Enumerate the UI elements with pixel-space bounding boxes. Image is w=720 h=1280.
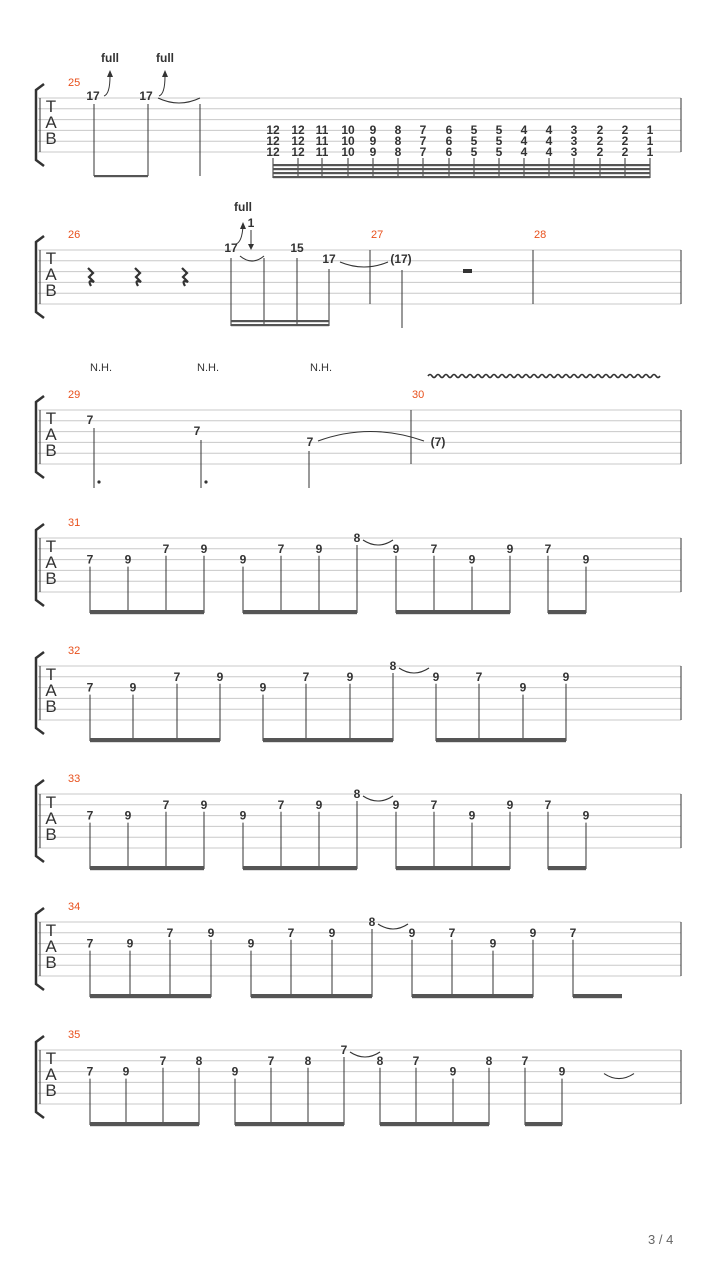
beam: [412, 996, 533, 998]
fret-number: 7: [475, 669, 483, 684]
fret-number: 9: [468, 808, 476, 823]
tab-clef-letter: A: [45, 425, 57, 444]
beam: [548, 610, 586, 612]
tab-clef-letter: B: [45, 1081, 57, 1100]
chord-fret-number: 1: [646, 145, 654, 159]
chord-fret-number: 12: [266, 123, 280, 137]
whole-rest: [463, 269, 472, 273]
chord-fret-number: 5: [470, 134, 478, 148]
fret-number: 7: [86, 552, 94, 567]
fret-number: 7: [86, 413, 94, 427]
release-arrowhead: [248, 244, 254, 250]
chord-fret-number: 11: [315, 123, 329, 137]
tie-arc: [363, 540, 393, 545]
beam: [436, 740, 566, 742]
fret-number: 9: [126, 936, 134, 951]
fret-number: 9: [582, 552, 590, 567]
fret-number: 9: [239, 808, 247, 823]
fret-number: 7: [166, 925, 174, 940]
fret-number: 7: [193, 424, 201, 438]
fret-number: 9: [449, 1064, 457, 1079]
chord-fret-number: 3: [570, 134, 578, 148]
measure-number: 35: [68, 1029, 81, 1041]
chord-fret-number: 12: [266, 145, 280, 159]
tab-clef-letter: A: [45, 681, 57, 700]
fret-number: 9: [122, 1064, 130, 1079]
tab-staff: [36, 236, 681, 318]
chord-fret-number: 1: [646, 123, 654, 137]
bend-label: full: [101, 51, 119, 65]
beam: [90, 868, 204, 870]
fret-number: 9: [216, 669, 224, 684]
fret-number: 7: [159, 1053, 167, 1068]
beam: [548, 612, 586, 614]
measure-number: 30: [412, 389, 425, 401]
fret-number: 9: [408, 925, 416, 940]
fret-number: 9: [529, 925, 537, 940]
fret-number: 8: [304, 1053, 312, 1068]
fret-number: 9: [489, 936, 497, 951]
fret-number: 7: [430, 541, 438, 556]
beam: [94, 175, 148, 177]
chord-fret-number: 7: [419, 123, 427, 137]
chord-fret-number: 3: [570, 123, 578, 137]
tab-clef-letter: B: [45, 953, 57, 972]
tab-clef-letter: T: [45, 249, 57, 268]
tab-clef-letter: B: [45, 825, 57, 844]
chord-fret-number: 10: [341, 123, 355, 137]
beam: [263, 740, 393, 742]
chord-fret-number: 2: [621, 134, 629, 148]
fret-number: (17): [390, 252, 412, 266]
tab-staff: [36, 84, 681, 166]
beam: [573, 996, 622, 998]
fret-number: 9: [506, 541, 514, 556]
quarter-rest: [135, 268, 141, 286]
tab-clef-letter: A: [45, 553, 57, 572]
tab-clef-letter: B: [45, 697, 57, 716]
chord-fret-number: 7: [419, 145, 427, 159]
chord-fret-number: 3: [570, 145, 578, 159]
chord-fret-number: 9: [369, 134, 377, 148]
chord-fret-number: 11: [315, 145, 329, 159]
tab-clef-letter: T: [45, 537, 57, 556]
beam: [235, 1122, 344, 1124]
tie-arc: [318, 432, 424, 442]
chord-fret-number: 4: [545, 145, 553, 159]
beam: [90, 740, 220, 742]
fret-number: 7: [306, 435, 314, 449]
fret-number: 9: [558, 1064, 566, 1079]
fret-number: 8: [389, 659, 397, 673]
fret-number: 7: [86, 680, 94, 695]
fret-number: 7: [86, 1064, 94, 1079]
beam: [263, 738, 393, 740]
beam: [243, 868, 357, 870]
bend-arrowhead: [240, 222, 246, 229]
bend-arrowhead: [162, 70, 168, 77]
tab-staff: [36, 396, 681, 478]
vibrato-wave: [428, 375, 660, 378]
fret-number: 17: [322, 252, 336, 266]
beam: [243, 612, 357, 614]
measure-number: 28: [534, 229, 547, 241]
dot: [97, 480, 100, 483]
beam: [90, 612, 204, 614]
fret-number: 17: [224, 241, 238, 255]
chord-fret-number: 8: [394, 145, 402, 159]
fret-number: 9: [506, 797, 514, 812]
chord-fret-number: 8: [394, 134, 402, 148]
tie-arc: [378, 924, 408, 929]
tab-clef-letter: A: [45, 809, 57, 828]
tab-clef-letter: B: [45, 281, 57, 300]
beam: [243, 610, 357, 612]
beam: [412, 994, 533, 996]
tie-arc: [604, 1074, 634, 1079]
fret-number: 9: [200, 797, 208, 812]
chord-fret-number: 6: [445, 123, 453, 137]
fret-number: 7: [86, 936, 94, 951]
chord-fret-number: 9: [369, 145, 377, 159]
fret-number: 9: [346, 669, 354, 684]
natural-harmonic-label: N.H.: [90, 362, 112, 374]
beam: [436, 738, 566, 740]
fret-number: 9: [207, 925, 215, 940]
natural-harmonic-label: N.H.: [310, 362, 332, 374]
chord-fret-number: 5: [495, 134, 503, 148]
beam: [90, 866, 204, 868]
measure-number: 33: [68, 773, 81, 785]
fret-number: 7: [277, 541, 285, 556]
tie-arc: [350, 1052, 380, 1057]
quarter-rest: [182, 268, 188, 286]
fret-number: 9: [239, 552, 247, 567]
chord-fret-number: 2: [596, 134, 604, 148]
beam: [396, 612, 510, 614]
tie-arc: [158, 98, 200, 103]
fret-number: 7: [173, 669, 181, 684]
chord-fret-number: 11: [315, 134, 329, 148]
tab-clef-letter: B: [45, 441, 57, 460]
beam: [396, 866, 510, 868]
beam: [380, 1124, 489, 1126]
fret-number: 15: [290, 241, 304, 255]
beam: [548, 866, 586, 868]
beam: [231, 324, 329, 326]
fret-number: 9: [124, 552, 132, 567]
fret-number: 9: [129, 680, 137, 695]
tab-clef-letter: T: [45, 1049, 57, 1068]
chord-fret-number: 12: [291, 134, 305, 148]
tab-clef-letter: A: [45, 937, 57, 956]
tab-staff: [36, 1036, 681, 1118]
chord-fret-number: 9: [369, 123, 377, 137]
fret-number: 7: [267, 1053, 275, 1068]
beam: [273, 172, 650, 174]
measure-number: 27: [371, 229, 384, 241]
chord-fret-number: 12: [266, 134, 280, 148]
fret-number: 9: [247, 936, 255, 951]
fret-number: 7: [430, 797, 438, 812]
fret-number: 7: [162, 797, 170, 812]
beam: [90, 738, 220, 740]
bend-label: full: [156, 51, 174, 65]
fret-number: 9: [200, 541, 208, 556]
bend-release-number: 1: [247, 216, 255, 230]
bend-curve: [104, 76, 110, 96]
fret-number: 17: [139, 89, 153, 103]
natural-harmonic-label: N.H.: [197, 362, 219, 374]
beam: [90, 1124, 199, 1126]
chord-fret-number: 12: [291, 145, 305, 159]
bend-arrowhead: [107, 70, 113, 77]
fret-number: 9: [519, 680, 527, 695]
fret-number: 9: [562, 669, 570, 684]
chord-fret-number: 4: [520, 145, 528, 159]
fret-number: 8: [195, 1053, 203, 1068]
beam: [396, 610, 510, 612]
chord-fret-number: 2: [596, 123, 604, 137]
chord-fret-number: 5: [495, 145, 503, 159]
chord-fret-number: 7: [419, 134, 427, 148]
beam: [90, 610, 204, 612]
beam: [380, 1122, 489, 1124]
fret-number: 7: [544, 797, 552, 812]
tie-arc: [240, 256, 264, 261]
beam: [251, 996, 372, 998]
tab-clef-letter: A: [45, 1065, 57, 1084]
tab-clef-letter: T: [45, 97, 57, 116]
bend-label: full: [234, 200, 252, 214]
chord-fret-number: 2: [621, 123, 629, 137]
tab-clef-letter: T: [45, 665, 57, 684]
chord-fret-number: 10: [341, 134, 355, 148]
tab-clef-letter: T: [45, 409, 57, 428]
fret-number: 8: [353, 531, 361, 545]
fret-number: 7: [544, 541, 552, 556]
measure-number: 25: [68, 77, 81, 89]
fret-number: 8: [485, 1053, 493, 1068]
fret-number: 9: [124, 808, 132, 823]
beam: [243, 866, 357, 868]
fret-number: 7: [277, 797, 285, 812]
chord-fret-number: 5: [470, 145, 478, 159]
fret-number: 9: [315, 797, 323, 812]
fret-number: (7): [430, 435, 446, 449]
fret-number: 9: [315, 541, 323, 556]
fret-number: 7: [521, 1053, 529, 1068]
fret-number: 8: [376, 1053, 384, 1068]
chord-fret-number: 4: [545, 123, 553, 137]
fret-number: 7: [448, 925, 456, 940]
fret-number: 8: [353, 787, 361, 801]
tab-clef-letter: B: [45, 569, 57, 588]
measure-number: 29: [68, 389, 81, 401]
chord-fret-number: 4: [520, 123, 528, 137]
beam: [525, 1122, 562, 1124]
fret-number: 8: [368, 915, 376, 929]
fret-number: 7: [162, 541, 170, 556]
measure-number: 31: [68, 517, 81, 529]
quarter-rest: [88, 268, 94, 286]
fret-number: 9: [231, 1064, 239, 1079]
tie-arc: [399, 668, 429, 673]
beam: [273, 176, 650, 178]
beam: [548, 868, 586, 870]
chord-fret-number: 2: [596, 145, 604, 159]
fret-number: 17: [86, 89, 100, 103]
tab-clef-letter: A: [45, 113, 57, 132]
fret-number: 9: [432, 669, 440, 684]
chord-fret-number: 5: [470, 123, 478, 137]
tab-clef-letter: A: [45, 265, 57, 284]
fret-number: 9: [328, 925, 336, 940]
beam: [525, 1124, 562, 1126]
tie-arc: [363, 796, 393, 801]
measure-number: 26: [68, 229, 81, 241]
chord-fret-number: 2: [621, 145, 629, 159]
beam: [235, 1124, 344, 1126]
chord-fret-number: 8: [394, 123, 402, 137]
tab-clef-letter: T: [45, 793, 57, 812]
beam: [273, 168, 650, 170]
fret-number: 7: [86, 808, 94, 823]
chord-fret-number: 1: [646, 134, 654, 148]
fret-number: 9: [259, 680, 267, 695]
fret-number: 7: [412, 1053, 420, 1068]
beam: [251, 994, 372, 996]
chord-fret-number: 5: [495, 123, 503, 137]
measure-number: 32: [68, 645, 81, 657]
beam: [90, 1122, 199, 1124]
chord-fret-number: 4: [520, 134, 528, 148]
page-number: 3 / 4: [648, 1232, 674, 1247]
beam: [573, 994, 622, 996]
fret-number: 7: [569, 925, 577, 940]
beam: [90, 996, 211, 998]
fret-number: 7: [287, 925, 295, 940]
chord-fret-number: 12: [291, 123, 305, 137]
fret-number: 9: [392, 797, 400, 812]
fret-number: 7: [302, 669, 310, 684]
beam: [231, 320, 329, 322]
fret-number: 7: [340, 1043, 348, 1057]
dot: [204, 480, 207, 483]
tab-clef-letter: B: [45, 129, 57, 148]
tie-arc: [340, 262, 388, 267]
fret-number: 9: [582, 808, 590, 823]
chord-fret-number: 6: [445, 145, 453, 159]
measure-number: 34: [68, 901, 81, 913]
beam: [90, 994, 211, 996]
beam: [273, 164, 650, 166]
bend-curve: [159, 76, 165, 96]
fret-number: 9: [468, 552, 476, 567]
chord-fret-number: 6: [445, 134, 453, 148]
chord-fret-number: 4: [545, 134, 553, 148]
beam: [396, 868, 510, 870]
fret-number: 9: [392, 541, 400, 556]
chord-fret-number: 10: [341, 145, 355, 159]
tab-clef-letter: T: [45, 921, 57, 940]
